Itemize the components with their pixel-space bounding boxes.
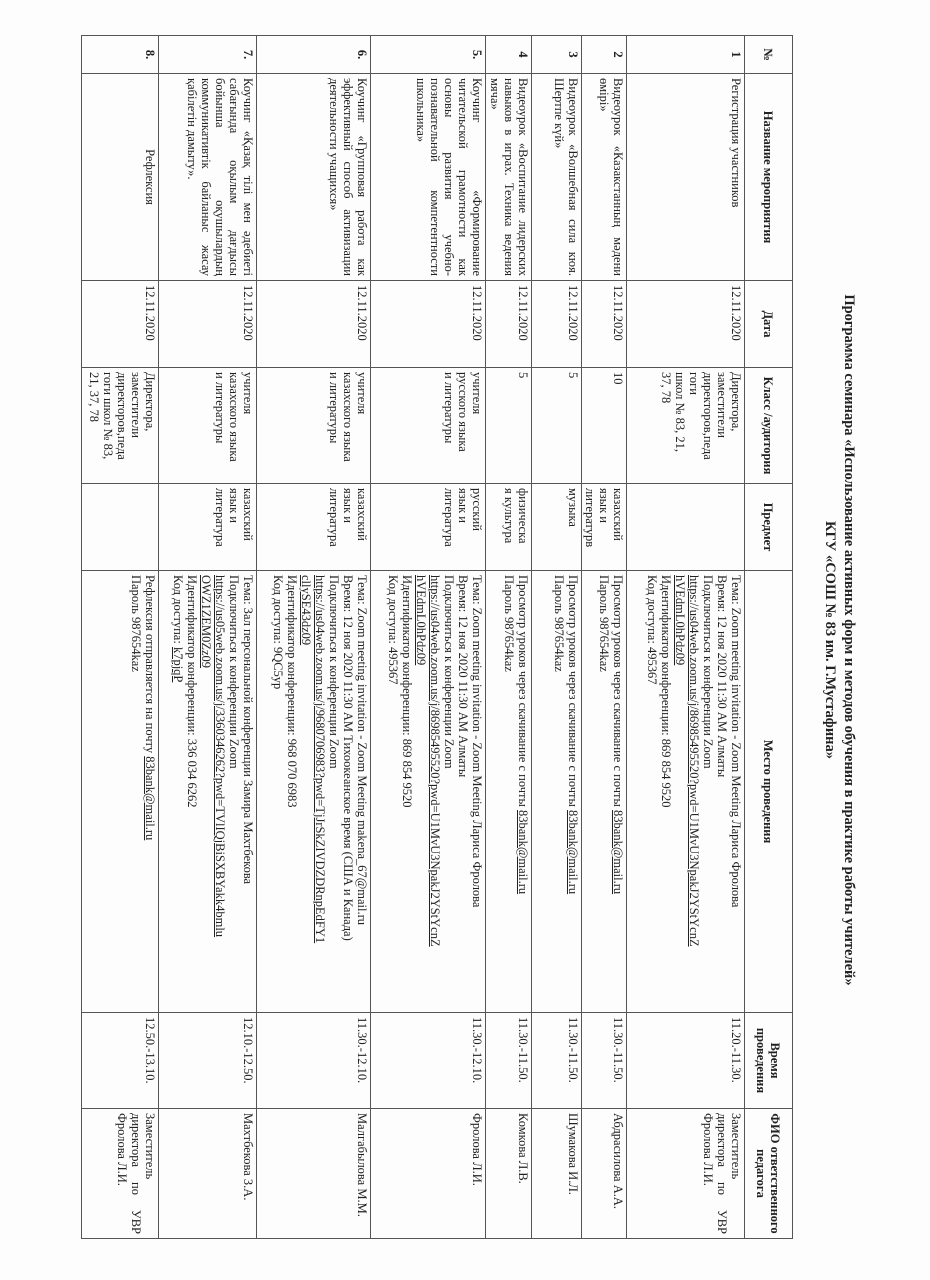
location-line bbox=[129, 575, 143, 1008]
event-subject bbox=[627, 484, 745, 571]
location-text: Тема: Zoom meeting invitation - Zoom Meeting makena_67@mail.ru bbox=[355, 575, 369, 926]
location-text: Пароль 987654kaz bbox=[129, 575, 143, 672]
responsible-teacher: Заместитель директора по УВР Фролова Л.И. bbox=[627, 1109, 745, 1239]
header-number: № bbox=[745, 36, 793, 74]
location-line bbox=[645, 575, 659, 1008]
event-date: 12.11.2020 bbox=[82, 281, 159, 368]
audience-line: казахского языка bbox=[341, 372, 355, 462]
location-line bbox=[566, 575, 580, 1008]
location-text: Тема: Zoom meeting invitation - Zoom Meeting Лариса Фролова bbox=[470, 575, 484, 908]
location-text: Идентификатор конференции: 869 854 9520 bbox=[659, 575, 673, 808]
event-date: 12.11.2020 bbox=[159, 281, 257, 368]
location-line bbox=[701, 575, 715, 1008]
row-number: 7. bbox=[159, 36, 257, 74]
audience-line: казахского языка bbox=[227, 372, 241, 462]
event-audience bbox=[532, 368, 582, 484]
event-audience bbox=[82, 368, 159, 484]
event-location bbox=[257, 571, 371, 1013]
subject-line: казахский bbox=[611, 488, 625, 541]
event-audience bbox=[486, 368, 532, 484]
location-text: Идентификатор конференции: 968 070 6983 bbox=[285, 575, 299, 808]
location-text: Подключиться к конференции Zoom bbox=[701, 575, 715, 769]
audience-line: Директора, bbox=[729, 372, 743, 432]
event-time: 11.30.-11.50. bbox=[486, 1013, 532, 1109]
email-link[interactable]: 83bank@mail.ru bbox=[611, 810, 625, 895]
audience-line: 5 bbox=[516, 372, 530, 379]
location-text: Тема: Zoom meeting invitation - Zoom Meeting Лариса Фролова bbox=[729, 575, 743, 908]
event-audience bbox=[627, 368, 745, 484]
location-line[interactable] bbox=[414, 575, 428, 1008]
audience-line: заместители bbox=[129, 372, 143, 438]
location-text[interactable]: hVEdmL0hPdz09 bbox=[673, 575, 687, 666]
location-line[interactable] bbox=[428, 575, 442, 1008]
event-name: Рефлексия bbox=[82, 74, 159, 281]
subject-line: литература bbox=[442, 488, 456, 547]
location-text[interactable]: https://us04web.zoom.us/j/86985495520?pwd=U1MvU3NpakJ2YStYcnZ bbox=[428, 575, 442, 947]
subject-line: я культура bbox=[502, 488, 516, 544]
header-event-name: Название мероприятия bbox=[745, 74, 793, 281]
header-responsible: ФИО ответственного педагога bbox=[745, 1109, 793, 1239]
location-text: Идентификатор конференции: 336 034 6262 bbox=[185, 575, 199, 808]
event-subject bbox=[82, 484, 159, 571]
location-text: Время: 12 ноя 2020 11:30 AM Алматы bbox=[715, 575, 729, 778]
event-name: Видеоурок «Волшебная сила кюя. Шертпе күй» bbox=[532, 74, 582, 281]
event-date: 12.11.2020 bbox=[532, 281, 582, 368]
event-name: Видеоурок «Воспитание лидерских навыков в играх. Техника ведения мяча» bbox=[486, 74, 532, 281]
responsible-teacher: Махтбекова З.А. bbox=[159, 1109, 257, 1239]
event-name: Коучинг «Формирование читательской грамотности как основы развития учебно-познавательной компетентности школьника» bbox=[371, 74, 486, 281]
location-text[interactable]: https://us04web.zoom.us/j/9680706983?pwd=TjJrSkZIVDZDRnpEdFY1 bbox=[313, 575, 327, 944]
event-time: 11.30.-12.10. bbox=[371, 1013, 486, 1109]
event-name: Коучинг «Групповая работа как эффективный способ активизации деятельности учащихся» bbox=[257, 74, 371, 281]
event-name: Коучинг «Қазақ тілі мен әдебиеті сабағында оқылым дағдысы бойынша оқушылардың коммуникативтік байланыс жасау қабілетін дамыту». bbox=[159, 74, 257, 281]
audience-line: и литературы bbox=[213, 372, 227, 444]
email-link[interactable]: k7pjqP bbox=[171, 646, 185, 683]
event-location bbox=[486, 571, 532, 1013]
subject-line: язык и bbox=[227, 488, 241, 523]
location-text: Подключиться к конференции Zoom bbox=[227, 575, 241, 769]
row-number: 6. bbox=[257, 36, 371, 74]
document-subtitle: КГУ «СОШ № 83 им. Г.Мустафина» bbox=[822, 520, 838, 760]
email-link[interactable]: 83bank@mail.ru bbox=[566, 810, 580, 895]
event-time: 11.30.-11.50. bbox=[582, 1013, 627, 1109]
location-line[interactable] bbox=[199, 575, 213, 1008]
location-line bbox=[171, 575, 185, 1008]
event-subject bbox=[371, 484, 486, 571]
location-text: Код доступа: 9QC5yp bbox=[271, 575, 285, 690]
responsible-teacher: Малгабылова М.М. bbox=[257, 1109, 371, 1239]
location-text: Время: 12 ноя 2020 11:30 AM Алматы bbox=[456, 575, 470, 778]
event-location bbox=[627, 571, 745, 1013]
location-line bbox=[597, 575, 611, 1008]
location-text: Подключиться к конференции Zoom bbox=[327, 575, 341, 769]
event-time: 11.30.-11.50. bbox=[532, 1013, 582, 1109]
location-line[interactable] bbox=[687, 575, 701, 1008]
subject-line: язык и bbox=[597, 488, 611, 523]
seminar-program-table bbox=[81, 35, 793, 1239]
event-subject bbox=[582, 484, 627, 571]
responsible-teacher: Заместитель директора по УВР Фролова Л.И. bbox=[82, 1109, 159, 1239]
table-row bbox=[582, 36, 627, 1239]
email-link[interactable]: 83bank@mail.ru bbox=[143, 756, 157, 841]
audience-line: учителя bbox=[355, 372, 369, 415]
location-line bbox=[386, 575, 400, 1008]
document-title: Программа семинара «Использование активных форм и методов обучения в практике работы учителей» bbox=[841, 294, 857, 986]
audience-line: и литературы bbox=[442, 372, 456, 444]
header-location: Место проведения bbox=[745, 571, 793, 1013]
location-line bbox=[400, 575, 414, 1008]
audience-line: учителя bbox=[470, 372, 484, 415]
location-line bbox=[729, 575, 743, 1008]
event-audience bbox=[582, 368, 627, 484]
audience-line: гоги bbox=[687, 372, 701, 395]
location-text: Время: 12 ноя 2020 11:30 AM Тихоокеанское время (США и Канада) bbox=[341, 575, 355, 941]
event-date: 12.11.2020 bbox=[371, 281, 486, 368]
subject-line: русский bbox=[470, 488, 484, 531]
event-time: 11.20.-11.30. bbox=[627, 1013, 745, 1109]
responsible-teacher: Абдрасилова А.А. bbox=[582, 1109, 627, 1239]
responsible-teacher: Комкова Л.В. bbox=[486, 1109, 532, 1239]
location-line bbox=[659, 575, 673, 1008]
location-text: Просмотр уроков через скачивание с почты bbox=[566, 575, 580, 811]
location-line bbox=[715, 575, 729, 1008]
row-number: 4 bbox=[486, 36, 532, 74]
audience-line: Директора, bbox=[143, 372, 157, 432]
location-text[interactable]: https://us05web.zoom.us/j/3360346262?pwd=TVlIQjBiSXBYakk4bmlu bbox=[213, 575, 227, 938]
table-row bbox=[532, 36, 582, 1239]
audience-line: гоги школ № 83, bbox=[101, 372, 115, 460]
location-line bbox=[143, 575, 157, 1008]
subject-line: язык и bbox=[341, 488, 355, 523]
location-text: Код доступа: 495367 bbox=[386, 575, 400, 685]
location-line bbox=[227, 575, 241, 1008]
event-location bbox=[532, 571, 582, 1013]
table-row bbox=[627, 36, 745, 1239]
table-row bbox=[371, 36, 486, 1239]
event-subject bbox=[159, 484, 257, 571]
audience-line: и литературы bbox=[327, 372, 341, 444]
event-location bbox=[371, 571, 486, 1013]
location-text[interactable]: hVEdmL0hPdz09 bbox=[414, 575, 428, 666]
responsible-teacher: Шумакова И.Л. bbox=[532, 1109, 582, 1239]
event-audience bbox=[257, 368, 371, 484]
location-text: Пароль 987654kaz bbox=[552, 575, 566, 672]
table-row bbox=[486, 36, 532, 1239]
table-header-row bbox=[745, 36, 793, 1239]
location-line bbox=[285, 575, 299, 1008]
event-location bbox=[582, 571, 627, 1013]
location-text: Идентификатор конференции: 869 854 9520 bbox=[400, 575, 414, 808]
location-line[interactable] bbox=[213, 575, 227, 1008]
subject-line: язык и bbox=[456, 488, 470, 523]
location-text: Рефлексия отправляется на почту bbox=[143, 575, 157, 757]
location-line bbox=[516, 575, 530, 1008]
header-subject: Предмет bbox=[745, 484, 793, 571]
header-time: Время проведения bbox=[745, 1013, 793, 1109]
subject-line: литература bbox=[327, 488, 341, 547]
event-time: 12.10.-12.50. bbox=[159, 1013, 257, 1109]
subject-line: физическа bbox=[516, 488, 530, 544]
location-line[interactable] bbox=[673, 575, 687, 1008]
event-name: Видеоурок «Казакстанның мәдени өмірі» bbox=[582, 74, 627, 281]
audience-line: 10 bbox=[611, 372, 625, 385]
audience-line: директоров,педа bbox=[701, 372, 715, 460]
location-line bbox=[341, 575, 355, 1008]
location-line[interactable] bbox=[313, 575, 327, 1008]
location-line bbox=[502, 575, 516, 1008]
event-time: 11.30.-12.10. bbox=[257, 1013, 371, 1109]
event-audience bbox=[159, 368, 257, 484]
location-line bbox=[456, 575, 470, 1008]
event-date: 12.11.2020 bbox=[257, 281, 371, 368]
location-line bbox=[241, 575, 255, 1008]
audience-line: заместители bbox=[715, 372, 729, 438]
event-location bbox=[82, 571, 159, 1013]
subject-line: литературв bbox=[583, 488, 597, 548]
event-audience bbox=[371, 368, 486, 484]
location-line bbox=[185, 575, 199, 1008]
audience-line: учителя bbox=[241, 372, 255, 415]
row-number: 2 bbox=[582, 36, 627, 74]
location-line bbox=[552, 575, 566, 1008]
location-text: Пароль 987654kaz bbox=[597, 575, 611, 672]
audience-line: 21, 37, 78 bbox=[87, 372, 101, 422]
location-text[interactable]: cllySE43dz09 bbox=[299, 575, 313, 646]
subject-line: литература bbox=[213, 488, 227, 547]
event-name: Регистрация участников bbox=[627, 74, 745, 281]
audience-line: русского языка bbox=[456, 372, 470, 452]
event-date: 12.11.2020 bbox=[627, 281, 745, 368]
table-row bbox=[82, 36, 159, 1239]
audience-line: директоров,педа bbox=[115, 372, 129, 460]
location-text: Тема: Зал персональной конференции Замира Махтбекова bbox=[241, 575, 255, 885]
table-row bbox=[257, 36, 371, 1239]
audience-line: 37, 78 bbox=[659, 372, 673, 404]
location-line[interactable] bbox=[299, 575, 313, 1008]
email-link[interactable]: 83bank@mail.ru bbox=[516, 810, 530, 895]
location-line bbox=[327, 575, 341, 1008]
location-text: Код доступа: 495367 bbox=[645, 575, 659, 685]
location-line bbox=[470, 575, 484, 1008]
responsible-teacher: Фролова Л.И. bbox=[371, 1109, 486, 1239]
location-line bbox=[355, 575, 369, 1008]
event-subject bbox=[532, 484, 582, 571]
location-text: Пароль 987654kaz bbox=[502, 575, 516, 672]
header-audience: Класс /аудитория bbox=[745, 368, 793, 484]
location-text[interactable]: https://us04web.zoom.us/j/86985495520?pwd=U1MvU3NpakJ2YStYcnZ bbox=[687, 575, 701, 947]
audience-line: школ № 83, 21, bbox=[673, 372, 687, 452]
location-text: Просмотр уроков через скачивание с почты bbox=[611, 575, 625, 811]
row-number: 8. bbox=[82, 36, 159, 74]
row-number: 1 bbox=[627, 36, 745, 74]
subject-line: музыка bbox=[566, 488, 580, 527]
row-number: 5. bbox=[371, 36, 486, 74]
subject-line: казахский bbox=[241, 488, 255, 541]
row-number: 3 bbox=[532, 36, 582, 74]
event-subject bbox=[486, 484, 532, 571]
event-date: 12.11.2020 bbox=[486, 281, 532, 368]
location-line bbox=[442, 575, 456, 1008]
event-location bbox=[159, 571, 257, 1013]
event-subject bbox=[257, 484, 371, 571]
header-date: Дата bbox=[745, 281, 793, 368]
location-text: Код доступа: bbox=[171, 575, 185, 647]
location-text: Просмотр уроков через скачивание с почты bbox=[516, 575, 530, 811]
event-date: 12.11.2020 bbox=[582, 281, 627, 368]
table-row bbox=[159, 36, 257, 1239]
location-text[interactable]: OWZ1ZEM0Zz09 bbox=[199, 575, 213, 669]
subject-line: казахский bbox=[355, 488, 369, 541]
event-time: 12.50.-13.10. bbox=[82, 1013, 159, 1109]
location-text: Подключиться к конференции Zoom bbox=[442, 575, 456, 769]
location-line bbox=[271, 575, 285, 1008]
audience-line: 5 bbox=[566, 372, 580, 379]
location-line bbox=[611, 575, 625, 1008]
